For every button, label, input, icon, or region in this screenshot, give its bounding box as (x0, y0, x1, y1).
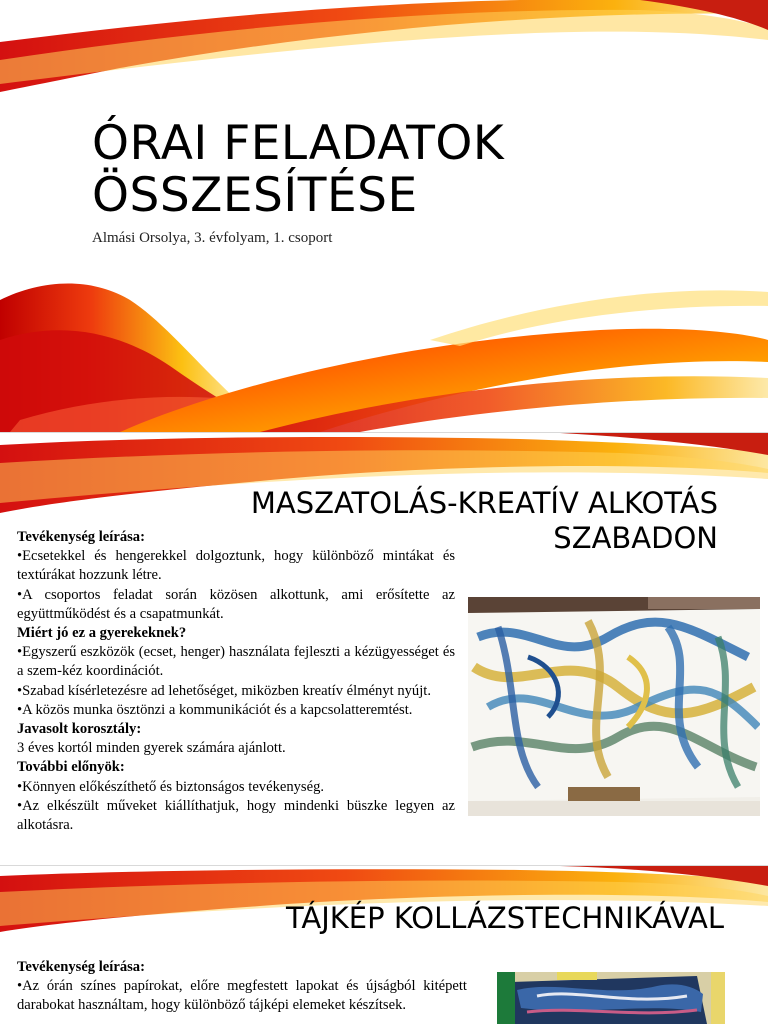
collage-photo (497, 972, 725, 1024)
activity-description (17, 958, 467, 1016)
section-heading: Javasolt korosztály: (17, 721, 142, 738)
slide-title-line2: SZABADON (553, 521, 718, 555)
section-heading: Tevékenység leírása: (17, 529, 145, 545)
bullet-item: •A közös munka ösztönzi a kommunikációt és a kapcsolatteremtést. (17, 701, 413, 718)
bullet-item: •Könnyen előkészíthető és biztonságos tevékenység. (17, 778, 325, 795)
section-heading: Miért jó ez a gyerekeknek? (17, 625, 187, 642)
plain-text: 3 éves kortól minden gyerek számára ajánlott. (17, 740, 286, 757)
bullet-item: •Szabad kísérletezésre ad lehetőséget, miközben kreatív élményt nyújt. (17, 682, 431, 699)
section-heading: További előnyök: (17, 759, 125, 776)
bullet-item: •Ecsetekkel és hengerekkel dolgoztunk, hogy különböző mintákat és textúrákat hozzunk létre. (17, 548, 455, 584)
bullet-item: •Egyszerű eszközök (ecset, henger) használata fejleszti a kézügyességet és a szem-kéz koordinációt. (17, 644, 455, 680)
painting-photo (468, 597, 760, 816)
title-slide (0, 0, 768, 432)
author-subtitle: Almási Orsolya, 3. évfolyam, 1. csoport (92, 230, 333, 246)
slide-title: TÁJKÉP KOLLÁZSTECHNIKÁVAL (285, 901, 724, 935)
section-heading: Tevékenység leírása: (17, 959, 145, 975)
page-title: ÓRAI FELADATOK ÖSSZESÍTÉSE (92, 116, 505, 223)
slide-title-line1: MASZATOLÁS-KREATÍV ALKOTÁS (250, 486, 718, 520)
bullet-item: •Az elkészült műveket kiállíthatjuk, hogy mindenki büszke legyen az alkotásra. (17, 797, 455, 834)
bullet-item: •Az órán színes papírokat, előre megfestett lapokat és újságból kitépett darabokat használtam, hogy különböző tájképi elemeket készítsek. (17, 978, 467, 1014)
activity-description (17, 528, 455, 835)
bullet-item: •A csoportos feladat során közösen alkottunk, ami erősítette az együttműködést és a csapatmunkát. (17, 586, 455, 622)
